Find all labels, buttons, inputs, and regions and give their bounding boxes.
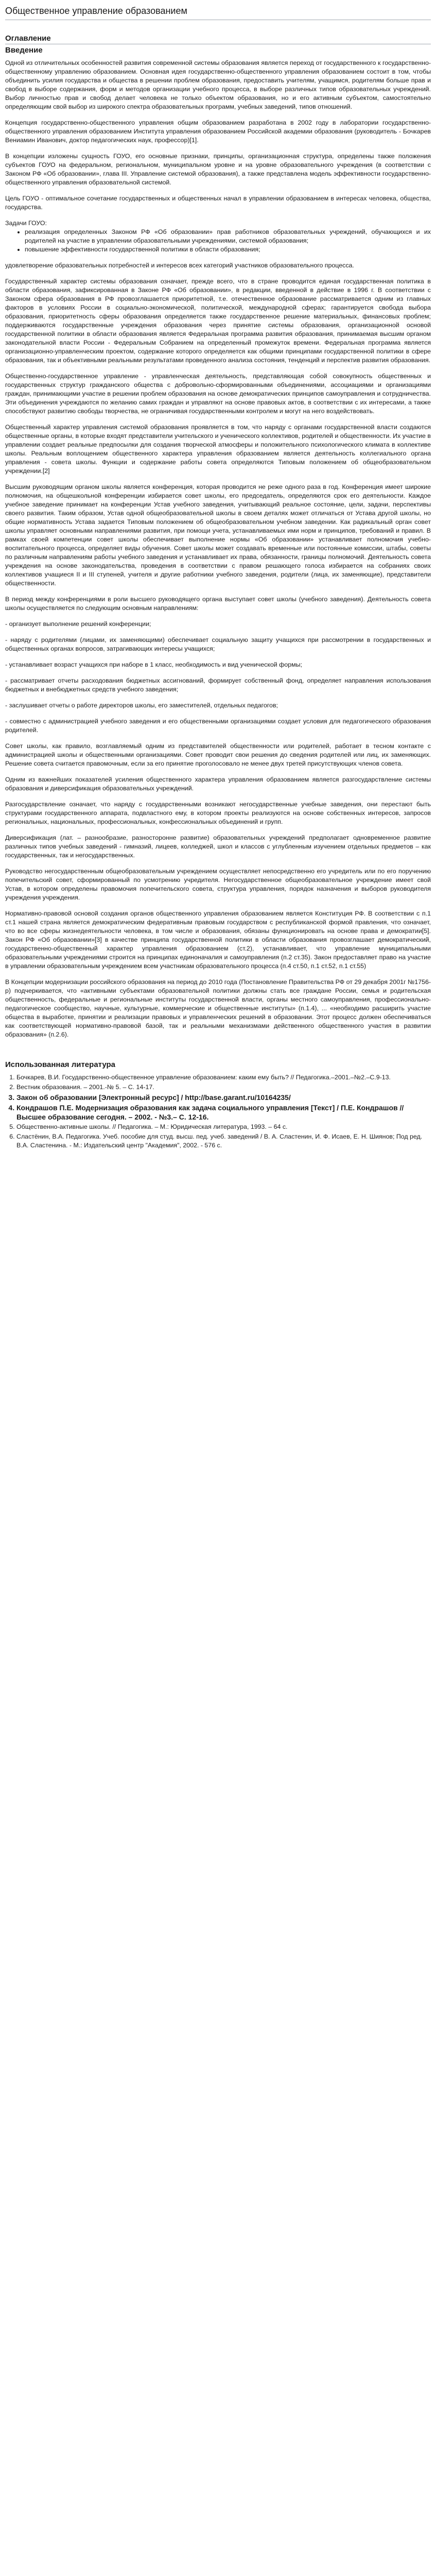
- reference-item: 4. Кондрашов П.Е. Модернизация образования как задача социального управления [Текст] / П.Е. Кондрашов // Высшее образование сегодня. – 2002. - №3.– С. 12-16.: [16, 1103, 431, 1122]
- reference-item: 1. Бочкарев, В.И. Государственно-общественное управление образованием: каким ему быть? // Педагогика.–2001.–№2.–С.9-13.: [16, 1073, 431, 1082]
- references-list: [5, 1073, 431, 1150]
- paragraph: - рассматривает отчеты расходования бюджетных ассигнований, формирует собственный фонд, определяет направления использования бюджетных и внебюджетных средств учебного заведения;: [5, 677, 431, 693]
- reference-item: 6. Сластёнин, В.А. Педагогика. Учеб. пособие для студ. высш. пед. учеб. заведений / В. А. Сластенин, И. Ф. Исаев, Е. Н. Шиянов; Под ред. В.А. Сластенина. - М.: Издательский центр "Академия", 2002. - 576 с.: [16, 1132, 431, 1150]
- paragraph: Одной из отличительных особенностей развития современной системы образования является переход от государственного к государственно-общественному управлению образованием. Основная идея государственно-общественного управления образованием состоит в том, чтобы объединить усилия государства и общества в решении проблем образования, предоставить учителям, учащимся, родителям больше прав и свобод в выборе содержания, форм и методов организации учебного процесса, в выборе различных типов образовательных учреждений. Выбор личностью прав и свобод делает человека не только объектом образования, но и его активным субъектом, самостоятельно определяющим свой выбор из широкого спектра образовательных программ, учебных заведений, типов отношений.: [5, 59, 431, 110]
- references-heading: Использованная литература: [5, 1060, 116, 1069]
- paragraph: Одним из важнейших показателей усиления общественного характера управления образованием является разгосударствление системы образования и диверсификация образовательных учреждений.: [5, 776, 431, 792]
- paragraph: Разгосударствление означает, что наряду с государственными возникают негосударственные учебные заведения, они перестают быть структурами государственного аппарата, подвластного ему, в котором проекты реализуются на основе собственных интересов, запросов региональных, национальных, профессиональных, конфессиональных объединений и групп.: [5, 801, 431, 825]
- paragraph: - устанавливает возраст учащихся при наборе в 1 класс, необходимость и вид ученической формы;: [5, 661, 302, 668]
- paragraph: - совместно с администрацией учебного заведения и его общественными организациями создает условия для педагогического образования родителей.: [5, 718, 431, 734]
- paragraph: Диверсификация (лат. – разнообразие, разносторонне развитие) образовательных учреждений предполагает одновременное развитие различных типов учебных заведений - гимназий, лицеев, колледжей, школ и классов с углубленным изучением отдельных предметов – как государственных, так и негосударственных.: [5, 834, 431, 859]
- page-title: Общественное управление образованием: [5, 6, 187, 16]
- paragraph: удовлетворение образовательных потребностей и интересов всех категорий участников образовательного процесса.: [5, 262, 354, 269]
- intro-body: [5, 59, 431, 212]
- paragraph: Высшим руководящим органом школы является конференция, которая проводится не реже одного раза в год. Конференция имеет широкие полномочия, на общешкольной конференции избирается совет школы, его председатель, определяются срок его деятельности. Каждое учебное заведение принимает на конференции Устав учебного заведения, учитывающий реальное состояние, цели, задачи, перспективы своего развития. Таким образом, Устав одной общеобразовательной школы в своем деталях может отличаться от Устава другой школы, но общие нормативность Устава задается Типовым положением об общеобразовательном учебном заведении. Как радикальный орган совет школы управляет основными направлениями развития, при помощи учета, устанавливаемых ими норм и принципов, требований и правил. В рамках своей компетенции совет школы обеспечивает выполнение нормы «Об образовании» устанавливает полномочия учебно-воспитательного процесса, определяет виды обучения. Совет школы может создавать временные или постоянные комиссии, штабы, советы по различным направлениям работы учебного заведения и устанавливает их права, обязанности, границы полномочий. Деятельность совета учреждения на основе законодательства, проведения в соответствии с правом решающего голоса избирается на собраниях своих коллективов учащиеся II и III ступеней, учителя и другие работники учебного заведения, родители (лица, их заменяющие), представители общественности.: [5, 483, 431, 587]
- page: [0, 0, 436, 1166]
- paragraph: - наряду с родителями (лицами, их заменяющими) обеспечивает социальную защиту учащихся при рассмотрении в государственных и общественных органах вопросов, затрагивающих интересы учащихся;: [5, 636, 431, 652]
- paragraph: Общественный характер управления системой образования проявляется в том, что наряду с органами государственной власти создаются общественные органы, в которые входят представители учительского и ученического коллективов, родителей и общественности. Их участие в управлении создает реальные предпосылки для создания творческой атмосферы и положительного психологического климата в коллективе школы. Реальным воплощением общественного характера управления образованием является деятельность коллегиального органа управления - совета школы. Функции и содержание работы совета определяются Типовым положением об общеобразовательном учреждении.[2]: [5, 423, 431, 474]
- main-body: [5, 261, 431, 1039]
- paragraph: Руководство негосударственным общеобразовательным учреждением осуществляет непосредственно его учредитель или по его поручению попечительский совет, сформированный по усмотрению учредителя. Негосударственное общеобразовательное учреждение имеет свой Устав, в котором определены правомочия попечительского совета, структура управления, порядок назначения и выборов руководителя учреждения учреждения.: [5, 868, 431, 901]
- tasks-heading: Задачи ГОУО:: [5, 219, 47, 227]
- paragraph: Совет школы, как правило, возглавляемый одним из представителей общественности или родителей, работает в тесном контакте с администрацией школы и общественными организациями. Совет проводит свои решения до сведения родителей или лиц, их заменяющих. Решение совета считается правомочным, если за его принятие проголосовало не менее двух третей присутствующих членов совета.: [5, 742, 431, 767]
- paragraph: В концепции изложены сущность ГОУО, его основные признаки, принципы, организационная структура, определены также положения субъектов ГОУО на федеральном, региональном, муниципальном уровне и на уровне образовательного учреждения (в соответствии с Законом РФ «Об образовании», глава III. Управление системой образования), а также представлена модель эффективности государственно-общественного управления образовательной системой.: [5, 152, 431, 186]
- paragraph: - заслушивает отчеты о работе директоров школы, его заместителей, отдельных педагогов;: [5, 702, 278, 709]
- tasks-list: [5, 228, 431, 254]
- paragraph: Концепция государственно-общественного управления общим образованием разработана в 2002 году в лаборатории государственно-общественного управления образованием Институтa управления образованием Российской академии образования (руководитель - Бочкарев Вениамин Иванович, доктор педагогических наук, профессор)[1].: [5, 119, 431, 144]
- paragraph: Цель ГОУО - оптимальное сочетание государственных и общественных начал в управлении образованием в интересах человека, общества, государства.: [5, 195, 431, 211]
- paragraph: Нормативно-правовой основой создания органов общественного управления образованием является Конституция РФ. В соответствии с п.1 ст.1 нашей страна является демократическим федеративным правовым государством с республиканской формой правления, что означает, что во все сферы жизнедеятельности человека, в том числе и образования, обязаны функционировать на основе права и демократии[5]. Закон РФ «Об образовании»[3] в качестве принципа государственной политики в области образования провозглашает демократический, государственно-общественный характер управления образованием (ст.2), устанавливает, что управление муниципальными образовательными учреждениями строится на принципах единоначалия и самоуправления (п.2 ст.35). Закон предоставляет право на участие в управлении образовательным учреждением всем участникам образовательного процесса (п.4 ст.50, п.1 ст.52, п.1 ст.55): [5, 910, 431, 970]
- paragraph: В Концепции модернизации российского образования на период до 2010 года (Постановление Правительства РФ от 29 декабря 2001г №1756-р) подчеркивается, что «активными субъектами образовательной политики должны стать все граждане России, семья и родительская общественность, федеральные и региональные институты государственной власти, органы местного самоуправления, профессионально-педагогическое сообщество, научные, культурные, коммерческие и общественные институты» (п.1.4), ... «необходимо расширить участие общества в выработке, принятии и реализации правовых и управленческих решений в образовании. Этот процесс должен обеспечиваться как соответствующей нормативно-правовой базой, так и реальными механизмами действенного общественного участия в развитии образования» (п.2.6).: [5, 978, 431, 1038]
- paragraph: В период между конференциями в роли высшего руководящего органа выступает совет школы (учебного заведения). Деятельность совета школы осуществляется по следующим основным направлениям:: [5, 596, 431, 612]
- reference-item: 5. Общественно-активные школы. // Педагогика. – М.: Юридическая литература, 1993. – 64 с.: [16, 1123, 431, 1131]
- paragraph: Государственный характер системы образования означает, прежде всего, что в стране проводится единая государственная политика в области образования, зафиксированная в Законе РФ «Об образовании», в редакции, введенной в действие в 1996 г. В соответствии с Законом сфера образования в РФ провозглашается приоритетной, т.е. отечественное образование рассматривается одним из главных факторов в условиях России в социально-экономической, политической, международной сферах; гарантируется свобода выбора образования, приоритетность сферы образования определяется также государственное решение материальных, финансовых проблем; поддерживаются государственные учреждения образования через принятие системы образования, организационной основой государственной политики в области образования является Федеральная программа развития образования, принимаемая высшим органом законодательной власти России - Федеральным Собранием на определенный промежуток времени. Федеральная программа является организационно-управленческим проектом, содержание которого определяется как общими принципами государственной политики в сфере образования, так и объективными реальными результатами проведенного анализа состояния, тенденций и перспектив развития образования.: [5, 278, 431, 364]
- task-item: • повышение эффективности государственной политики в области образования;: [25, 245, 431, 254]
- reference-item: 2. Вестник образования. – 2001.-№ 5. – С. 14-17.: [16, 1083, 431, 1092]
- task-item: • реализация определенных Законом РФ «Об образовании» прав работников образовательных учреждений, обучающихся и их родителей на участие в управлении образовательными учреждениями, системой образования;: [25, 228, 431, 245]
- intro-heading: Введение: [5, 46, 43, 55]
- paragraph: - организует выполнение решений конференции;: [5, 620, 151, 628]
- paragraph: Общественно-государственное управление - управленческая деятельность, представляющая собой совокупность общественных и государственных структур гражданского общества с добровольно-сформированными объединениями, ассоциациями и организациями граждан, принимающими участие в решении проблем образования на основе демократических принципов самоуправления и сотрудничества. Эти объединения учреждаются по желанию самих граждан и управляют на основе правовых актов, в соответствии с их интересами, а также способствуют развитию свободы творчества, не ограничивая государственными контролем и могут на него воздействовать.: [5, 372, 431, 415]
- toc-heading: Оглавление: [5, 34, 51, 43]
- reference-item: 3. Закон об образовании [Электронный ресурс] / http://base.garant.ru/10164235/: [16, 1093, 431, 1102]
